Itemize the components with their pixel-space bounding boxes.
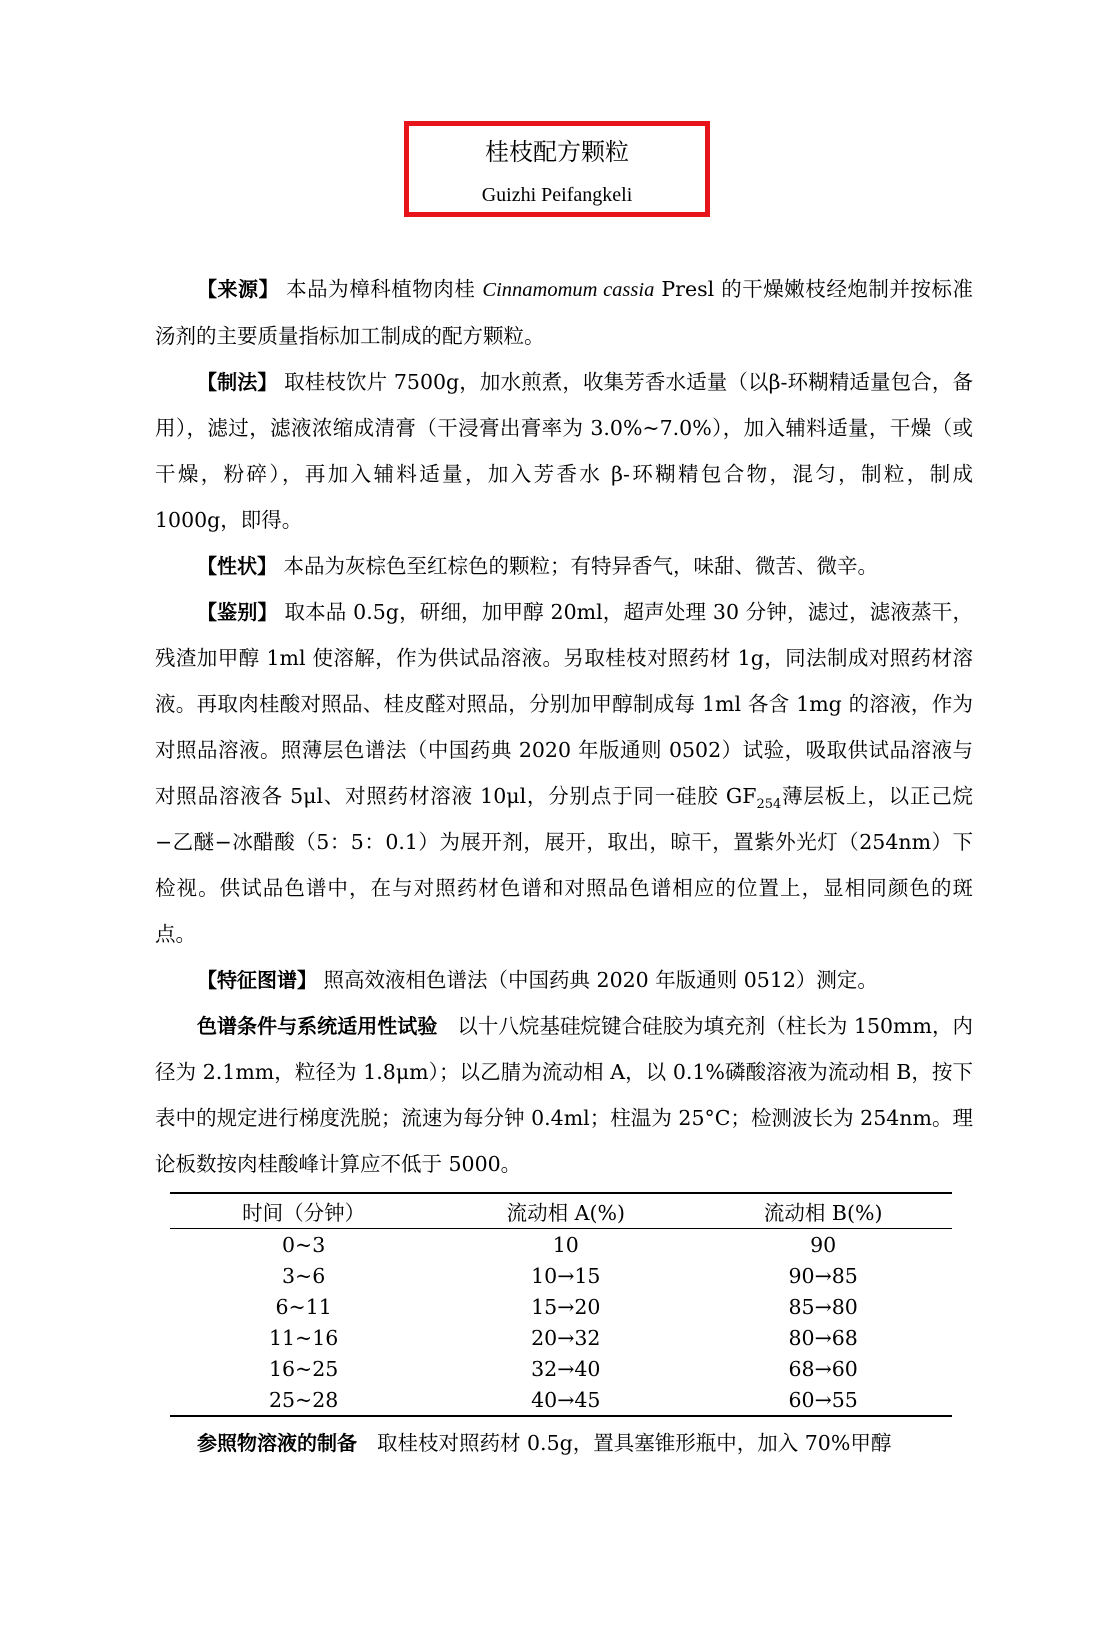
fingerprint-paragraph [155, 957, 973, 1003]
method-heading: 【制法】 [197, 370, 278, 394]
reference-prep-text: 取桂枝对照药材 0.5g，置具塞锥形瓶中，加入 70%甲醇 [377, 1431, 892, 1455]
phase-b-cell: 90→85 [788, 1263, 858, 1288]
phase-a-cell: 40→45 [437, 1384, 694, 1416]
phase-b-cell: 90 [810, 1232, 837, 1257]
phase-b-cell: 80→68 [788, 1325, 858, 1350]
method-paragraph [155, 359, 973, 543]
phase-a-cell: 15→20 [531, 1294, 601, 1319]
page-title-pinyin: Guizhi Peifangkeli [481, 184, 633, 206]
time-cell: 3~6 [282, 1263, 326, 1288]
phase-a-cell: 20→32 [531, 1325, 601, 1350]
table-row [170, 1322, 952, 1353]
source-paragraph [155, 266, 973, 359]
time-cell: 6~11 [275, 1294, 332, 1319]
page-title: 桂枝配方颗粒 [485, 138, 629, 166]
identification-paragraph [155, 589, 973, 957]
method-text: 取桂枝饮片 7500g，加水煎煮，收集芳香水适量（以β-环糊精适量包合，备用），滤过，滤液浓缩成清膏（干浸膏出膏率为 3.0%~7.0%），加入辅料适量，干燥（或干燥，粉碎），再加入辅料适量，加入芳香水 β-环糊精包合物，混匀，制粒，制成 1000g，即得。 [155, 370, 973, 532]
source-text-2: Presl 的干燥嫩枝经炮制并按标准汤剂的主要质量指标加工制成的配方颗粒。 [155, 277, 973, 348]
time-cell: 16~25 [268, 1356, 339, 1381]
table-row [170, 1353, 952, 1384]
monograph-body [155, 266, 973, 1187]
conditions-heading: 色谱条件与系统适用性试验 [197, 1014, 438, 1038]
reference-prep-paragraph [155, 1420, 973, 1466]
table-row [170, 1384, 952, 1416]
identification-text-2: 薄层板上，以正己烷−乙醚−冰醋酸（5：5：0.1）为展开剂，展开，取出，晾干，置紫外光灯（254nm）下检视。供试品色谱中，在与对照药材色谱和对照品色谱相应的位置上，显相同颜色的斑点。 [155, 784, 973, 946]
reference-prep-heading: 参照物溶液的制备 [197, 1431, 357, 1455]
identification-subscript: 254 [756, 797, 782, 813]
phase-b-cell: 68→60 [788, 1356, 858, 1381]
gradient-table [170, 1192, 952, 1417]
column-header-phase-a: 流动相 A(%) [437, 1193, 694, 1229]
phase-a-cell: 10→15 [531, 1263, 601, 1288]
title-box [404, 121, 710, 217]
character-paragraph [155, 543, 973, 589]
source-text-1: 本品为樟科植物肉桂 [286, 277, 483, 301]
phase-b-cell: 60→55 [694, 1384, 952, 1416]
column-header-time: 时间（分钟） [170, 1193, 437, 1229]
character-text: 本品为灰棕色至红棕色的颗粒；有特异香气，味甜、微苦、微辛。 [283, 554, 879, 578]
column-header-phase-b: 流动相 B(%) [694, 1193, 952, 1229]
latin-name: Cinnamomum cassia [482, 279, 655, 301]
time-cell: 0~3 [282, 1232, 326, 1257]
fingerprint-text: 照高效液相色谱法（中国药典 2020 年版通则 0512）测定。 [323, 968, 878, 992]
phase-b-cell: 85→80 [788, 1294, 858, 1319]
source-heading: 【来源】 [197, 277, 280, 301]
time-cell: 25~28 [170, 1384, 437, 1416]
time-cell: 11~16 [268, 1325, 339, 1350]
phase-a-cell: 10 [552, 1232, 579, 1257]
phase-a-cell: 32→40 [531, 1356, 601, 1381]
table-row [170, 1229, 952, 1261]
character-heading: 【性状】 [197, 554, 277, 578]
fingerprint-heading: 【特征图谱】 [197, 968, 317, 992]
conditions-paragraph [155, 1003, 973, 1187]
table-row [170, 1291, 952, 1322]
identification-text-1: 取本品 0.5g，研细，加甲醇 20ml，超声处理 30 分钟，滤过，滤液蒸干，残渣加甲醇 1ml 使溶解，作为供试品溶液。另取桂枝对照药材 1g，同法制成对照药材溶液。再取肉桂酸对照品、桂皮醛对照品，分别加甲醇制成每 1ml 各含 1mg 的溶液，作为对照品溶液。照薄层色谱法（中国药典 2020 年版通则 0502）试验，吸取供试品溶液与对照品溶液各 5μl、对照药材溶液 10μl，分别点于同一硅胶 GF [155, 600, 973, 808]
table-header-row [170, 1193, 952, 1229]
identification-heading: 【鉴别】 [197, 600, 278, 624]
table-row [170, 1260, 952, 1291]
conditions-text: 以十八烷基硅烷键合硅胶为填充剂（柱长为 150mm，内径为 2.1mm，粒径为 1.8μm）；以乙腈为流动相 A，以 0.1%磷酸溶液为流动相 B，按下表中的规定进行梯度洗脱；流速为每分钟 0.4ml；柱温为 25°C；检测波长为 254nm。理论板数按肉桂酸峰计算应不低于 5000。 [155, 1014, 973, 1176]
